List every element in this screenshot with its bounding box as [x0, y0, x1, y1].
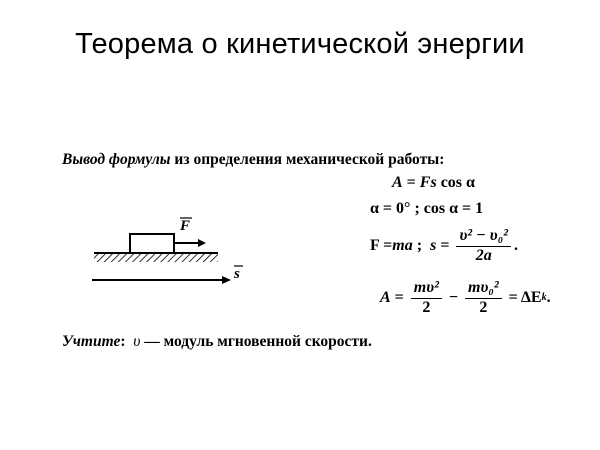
force-diagram	[90, 212, 250, 292]
formula-newton-denominator: 2a	[475, 246, 492, 264]
formula-work	[392, 174, 475, 192]
force-arrowhead	[198, 239, 206, 247]
displacement-arrowhead	[222, 276, 231, 284]
formula-energy-end: .	[546, 289, 551, 307]
formula-energy-denominator-2: 2	[479, 298, 488, 316]
formula-newton-s: s	[430, 237, 437, 255]
formula-energy-eq2: = ΔE	[504, 289, 542, 307]
derivation-intro-emphasis: Вывод формулы	[62, 151, 171, 168]
block	[130, 234, 174, 253]
note	[62, 333, 372, 351]
formula-work-eq: =	[402, 174, 420, 191]
formula-newton-numerator: υ² − υ₀²	[456, 228, 511, 247]
formula-newton-ma: ma	[392, 237, 413, 255]
ground-hatch	[94, 253, 218, 262]
formula-newton-f: F =	[370, 237, 393, 255]
note-variable: υ	[133, 333, 141, 350]
note-label: Учтите	[62, 333, 121, 350]
formula-newton-sep: ;	[412, 237, 431, 255]
note-text: — модуль мгновенной скорости.	[140, 333, 372, 350]
formula-angle: α = 0° ; cos α = 1	[370, 200, 484, 217]
formula-newton-end: .	[513, 237, 518, 255]
formula-energy-numerator-1: mυ²	[411, 280, 442, 299]
slide-title: Теорема о кинетической энергии	[75, 28, 525, 60]
formula-work-rhs: Fs	[419, 174, 437, 191]
force-label: F	[180, 218, 191, 234]
formula-energy-lhs: A	[380, 289, 391, 307]
note-colon: :	[120, 333, 134, 350]
formula-work-cos: cos α	[436, 174, 475, 191]
formula-energy-fraction-2	[465, 280, 502, 317]
formula-newton	[370, 228, 518, 265]
formula-work-lhs: A	[392, 174, 403, 191]
displacement-label: s	[234, 266, 240, 282]
formula-energy-denominator-1: 2	[422, 298, 431, 316]
formula-newton-fraction	[456, 228, 511, 265]
formula-energy: A = $\frac{\text{mυ²}}{2}$ − $\frac{\text{mυ₀²}}{2}$ = ΔE k .	[380, 279, 551, 316]
derivation-intro	[62, 151, 444, 169]
derivation-intro-text: из определения механической работы:	[170, 151, 445, 168]
formula-energy-minus: −	[444, 289, 462, 307]
formula-energy-fraction-1	[411, 280, 442, 317]
formula-newton-eq: =	[436, 237, 454, 255]
formula-energy-eq1: =	[390, 289, 408, 307]
formula-energy-numerator-2: mυ₀²	[465, 280, 502, 299]
